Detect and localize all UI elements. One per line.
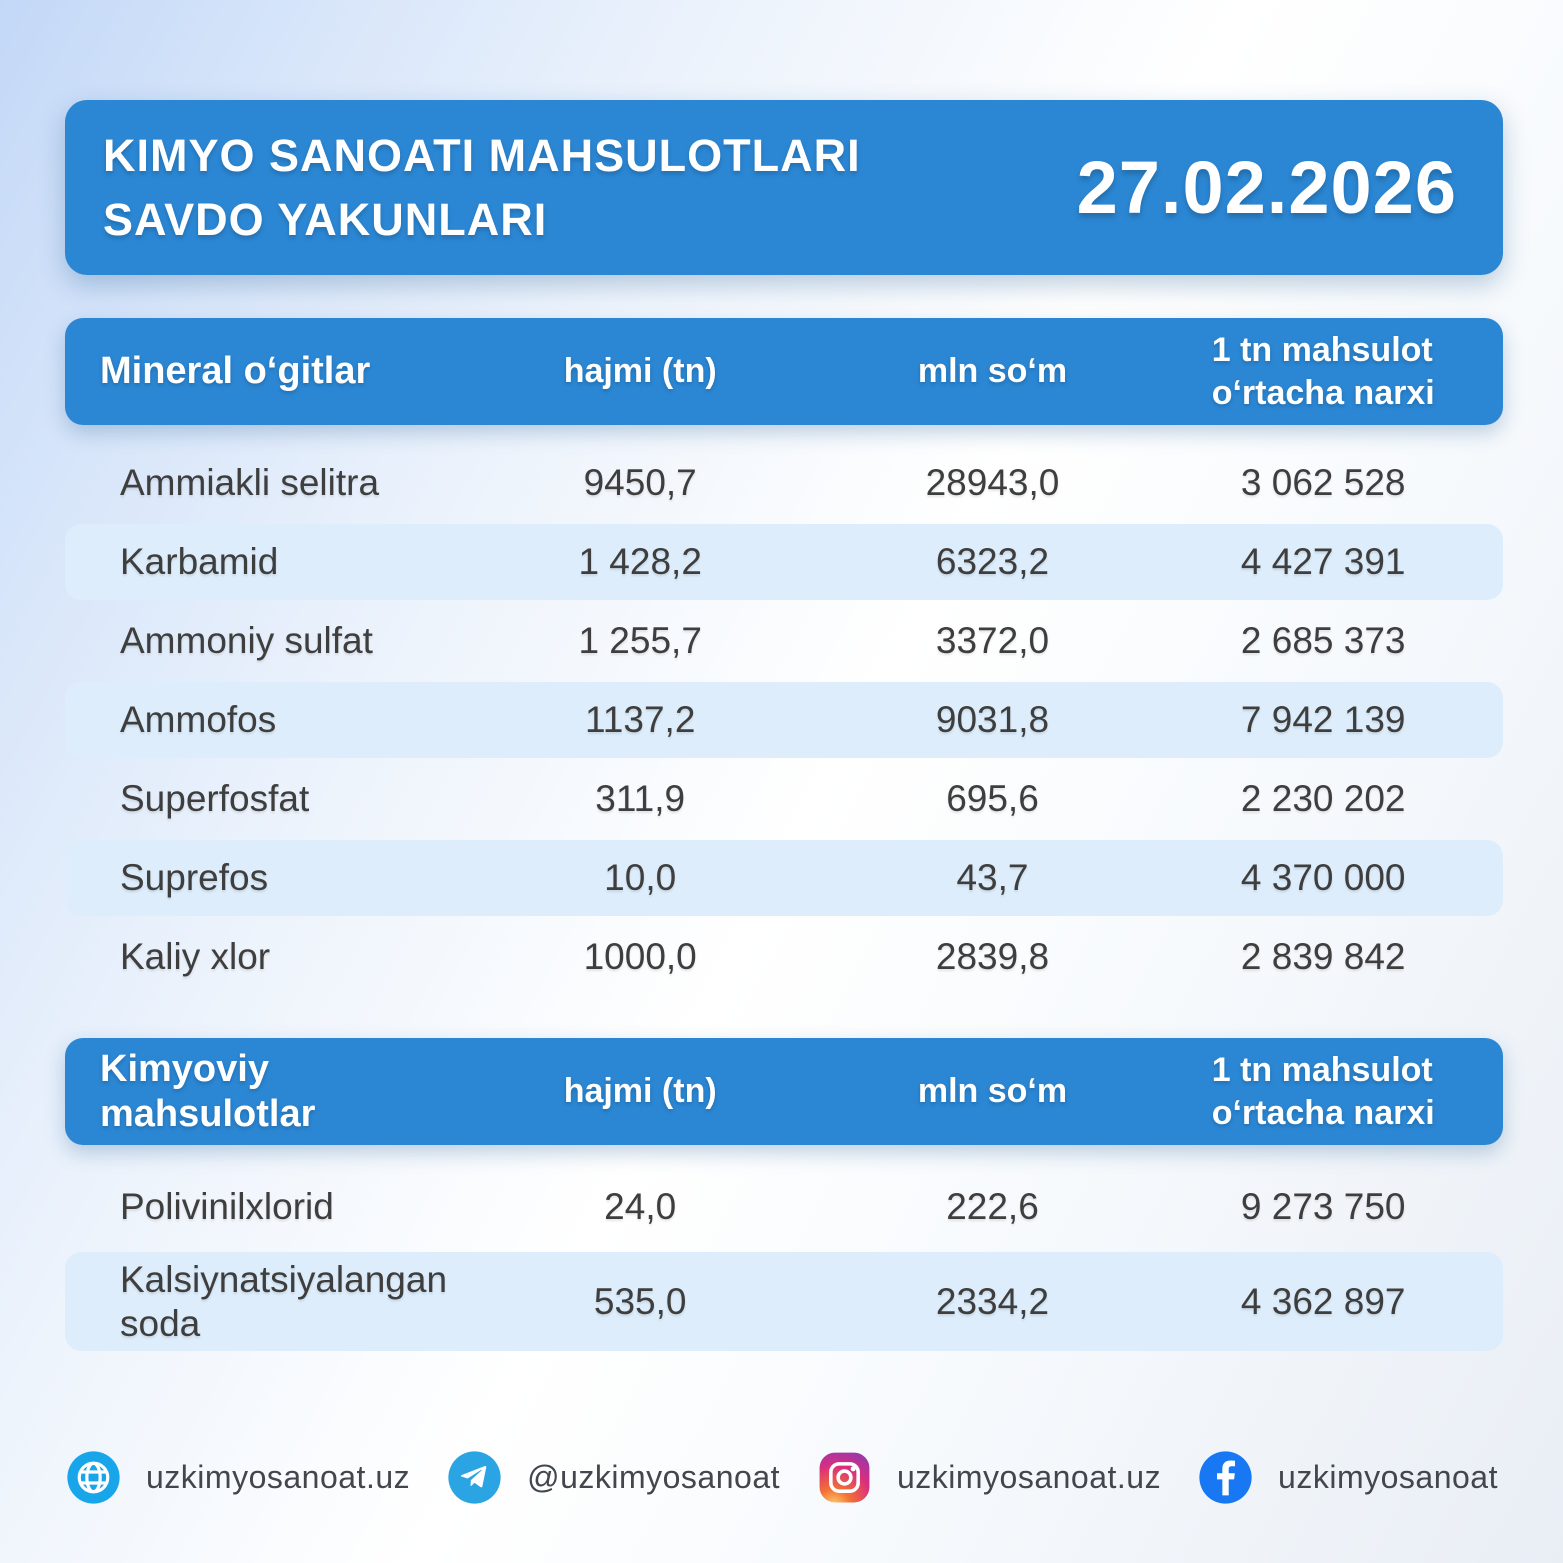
column-header-amount: mln soʻm (917, 1072, 1068, 1111)
cell-value: 2 685 373 (1240, 620, 1406, 661)
product-name: Ammofos (120, 699, 277, 741)
cell-value: 1 255,7 (578, 620, 702, 661)
facebook-icon (1197, 1449, 1254, 1506)
cell-value: 43,7 (956, 857, 1029, 898)
cell-value: 4 362 897 (1240, 1280, 1406, 1322)
telegram-label: @uzkimyosanoat (527, 1459, 780, 1496)
cell-value: 6323,2 (935, 541, 1050, 582)
page-title-line2: SAVDO YAKUNLARI (103, 193, 548, 245)
cell-value: 3 062 528 (1240, 462, 1406, 503)
column-header-price (1143, 329, 1503, 414)
product-name: Polivinilxlorid (120, 1186, 334, 1228)
cell-value: 4 370 000 (1240, 857, 1406, 898)
table-row (65, 682, 1503, 758)
cell-value: 9450,7 (583, 462, 697, 503)
cell-value: 1137,2 (584, 699, 696, 740)
table-row (65, 1165, 1503, 1249)
instagram-label: uzkimyosanoat.uz (896, 1459, 1162, 1496)
cell-value: 24,0 (604, 1186, 677, 1227)
table-title-mineral: Mineral oʻgitlar (100, 350, 371, 393)
cell-value: 1000,0 (583, 936, 697, 977)
product-name: Superfosfat (120, 778, 310, 820)
table-row (65, 1252, 1503, 1351)
cell-value: 222,6 (946, 1186, 1039, 1227)
cell-value: 1 428,2 (578, 541, 702, 582)
column-header-price (1143, 1049, 1503, 1134)
column-header-amount: mln soʻm (917, 352, 1068, 391)
telegram-link[interactable] (446, 1449, 780, 1506)
footer-social-bar (65, 1449, 1503, 1506)
column-header-price-line1: 1 tn mahsulot (1211, 1051, 1433, 1089)
website-link[interactable] (65, 1449, 410, 1506)
page-title-line1: KIMYO SANOATI MAHSULOTLARI (103, 129, 861, 181)
product-name: Kaliy xlor (120, 936, 271, 978)
product-name: Ammoniy sulfat (120, 620, 373, 662)
globe-icon (65, 1449, 122, 1506)
cell-value: 535,0 (593, 1280, 687, 1322)
product-name: Karbamid (120, 541, 279, 583)
cell-value: 311,9 (595, 778, 686, 819)
column-header-price-line1: 1 tn mahsulot (1211, 331, 1433, 369)
table-header-mineral (65, 318, 1503, 425)
table-row (65, 761, 1503, 837)
table-header-chemical (65, 1038, 1503, 1145)
column-header-price-line2: oʻrtacha narxi (1211, 1093, 1435, 1132)
table-body-chemical (65, 1165, 1503, 1351)
cell-value: 2 230 202 (1240, 778, 1406, 819)
cell-value: 9 273 750 (1240, 1186, 1406, 1227)
report-date: 27.02.2026 (1076, 146, 1457, 229)
cell-value: 9031,8 (935, 699, 1050, 740)
facebook-label: uzkimyosanoat (1278, 1459, 1498, 1496)
cell-value: 4 427 391 (1240, 541, 1406, 582)
cell-value: 2839,8 (935, 936, 1050, 977)
column-header-volume: hajmi (tn) (563, 352, 717, 391)
instagram-link[interactable] (816, 1449, 1161, 1506)
table-title-chemical: Kimyoviy mahsulotlar (100, 1047, 316, 1135)
cell-value: 2 839 842 (1240, 936, 1406, 977)
website-label: uzkimyosanoat.uz (146, 1459, 411, 1496)
table-row (65, 603, 1503, 679)
cell-value: 3372,0 (935, 620, 1050, 661)
page-title (103, 124, 861, 252)
table-row (65, 445, 1503, 521)
instagram-icon (816, 1449, 873, 1506)
column-header-price-line2: oʻrtacha narxi (1211, 373, 1435, 412)
product-name: Suprefos (120, 857, 269, 899)
header-card (65, 100, 1503, 275)
cell-value: 28943,0 (925, 462, 1060, 503)
table-body-mineral (65, 445, 1503, 995)
table-row (65, 524, 1503, 600)
product-name: Kalsiynatsiyalangan soda (120, 1259, 448, 1344)
cell-value: 10,0 (604, 857, 677, 898)
cell-value: 2334,2 (935, 1280, 1050, 1322)
cell-value: 695,6 (946, 778, 1039, 819)
cell-value: 7 942 139 (1240, 699, 1406, 740)
table-row (65, 840, 1503, 916)
facebook-link[interactable] (1197, 1449, 1498, 1506)
table-row (65, 919, 1503, 995)
telegram-icon (446, 1449, 503, 1506)
product-name: Ammiakli selitra (120, 462, 380, 504)
column-header-volume: hajmi (tn) (563, 1072, 717, 1111)
